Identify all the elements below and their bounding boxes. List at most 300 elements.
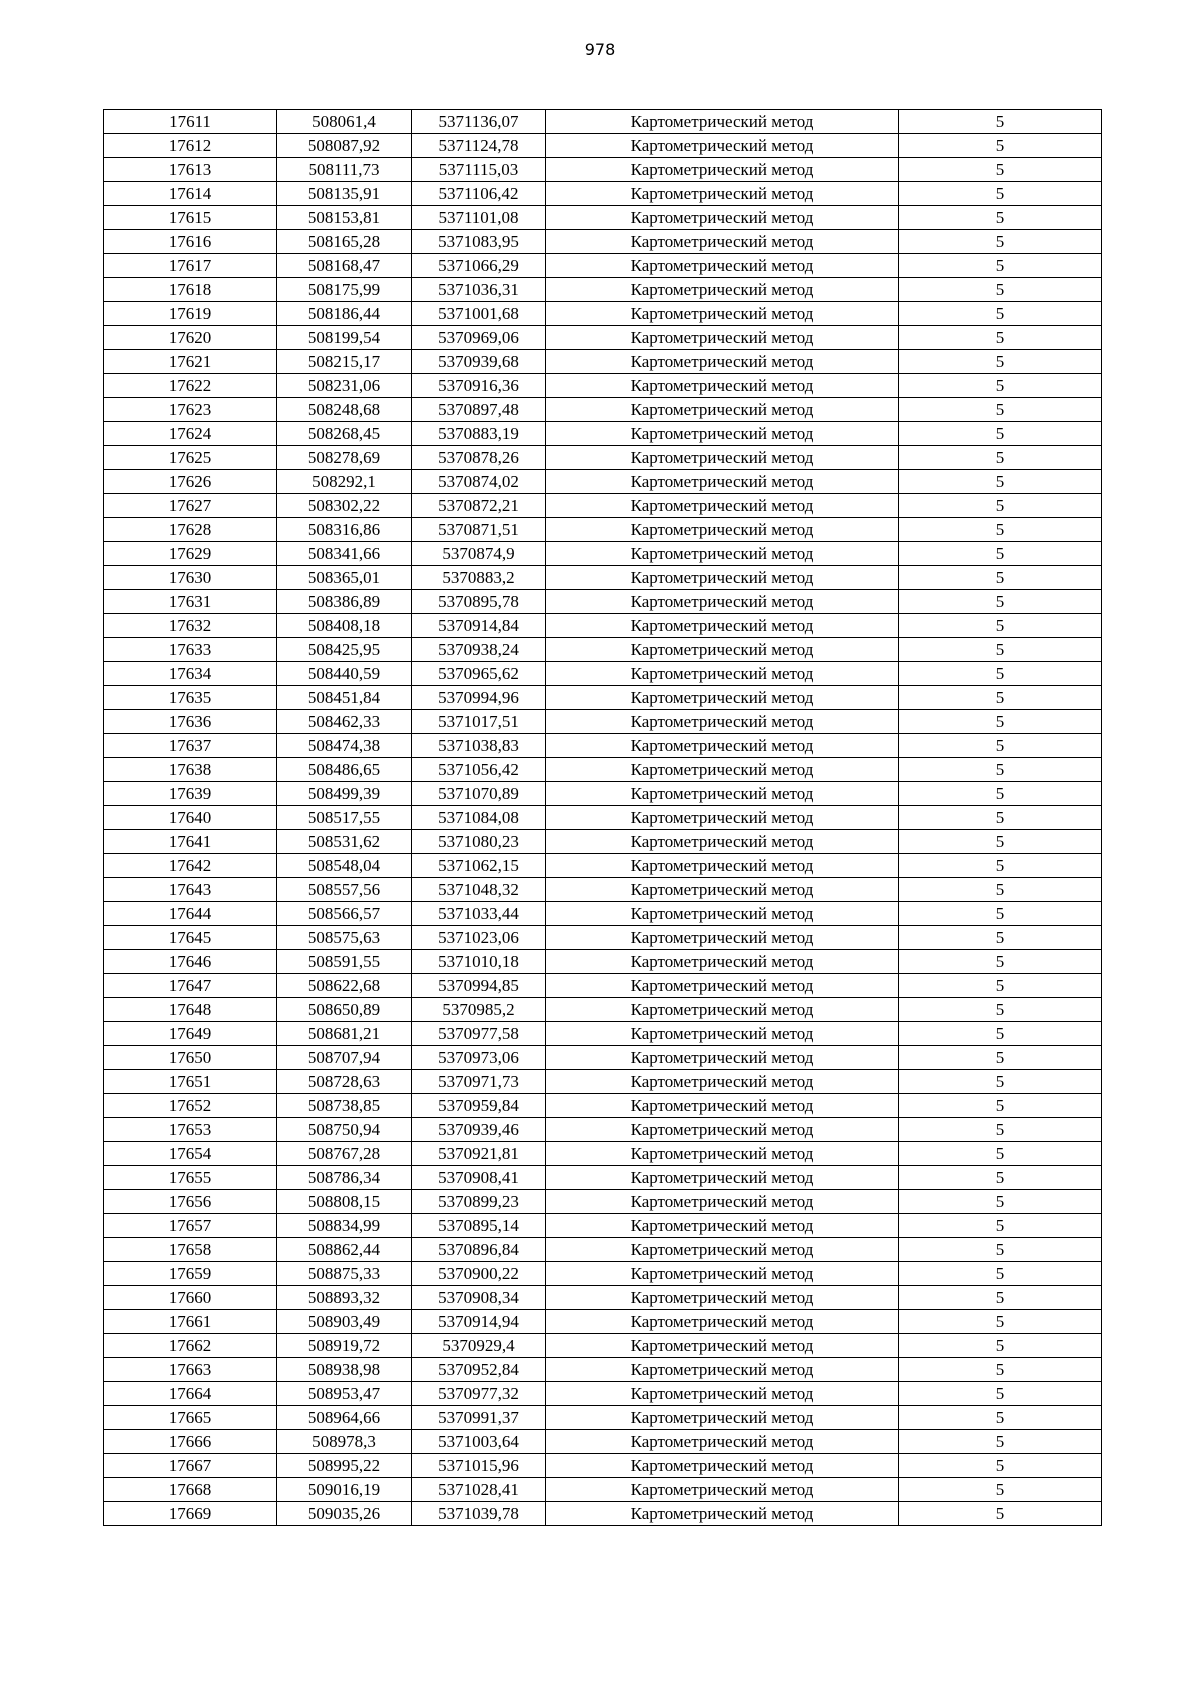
x-coordinate-cell: 508681,21 (277, 1022, 412, 1046)
accuracy-cell: 5 (899, 590, 1102, 614)
table-row (104, 1166, 1102, 1190)
y-coordinate-cell: 5370883,19 (412, 422, 546, 446)
table-row (104, 374, 1102, 398)
method-cell: Картометрический метод (546, 1190, 899, 1214)
point-number-cell: 17654 (104, 1142, 277, 1166)
accuracy-cell: 5 (899, 374, 1102, 398)
method-cell: Картометрический метод (546, 350, 899, 374)
method-cell: Картометрический метод (546, 302, 899, 326)
y-coordinate-cell: 5370914,94 (412, 1310, 546, 1334)
point-number-cell: 17645 (104, 926, 277, 950)
accuracy-cell: 5 (899, 1022, 1102, 1046)
method-cell: Картометрический метод (546, 446, 899, 470)
y-coordinate-cell: 5371115,03 (412, 158, 546, 182)
x-coordinate-cell: 508964,66 (277, 1406, 412, 1430)
accuracy-cell: 5 (899, 422, 1102, 446)
table-row (104, 662, 1102, 686)
method-cell: Картометрический метод (546, 1430, 899, 1454)
accuracy-cell: 5 (899, 638, 1102, 662)
accuracy-cell: 5 (899, 1214, 1102, 1238)
method-cell: Картометрический метод (546, 1382, 899, 1406)
x-coordinate-cell: 508175,99 (277, 278, 412, 302)
table-row (104, 638, 1102, 662)
method-cell: Картометрический метод (546, 830, 899, 854)
table-row (104, 950, 1102, 974)
method-cell: Картометрический метод (546, 878, 899, 902)
method-cell: Картометрический метод (546, 1070, 899, 1094)
table-row (104, 422, 1102, 446)
accuracy-cell: 5 (899, 1238, 1102, 1262)
y-coordinate-cell: 5371062,15 (412, 854, 546, 878)
method-cell: Картометрический метод (546, 686, 899, 710)
table-row (104, 1094, 1102, 1118)
method-cell: Картометрический метод (546, 710, 899, 734)
method-cell: Картометрический метод (546, 1406, 899, 1430)
y-coordinate-cell: 5370991,37 (412, 1406, 546, 1430)
y-coordinate-cell: 5371038,83 (412, 734, 546, 758)
table-row (104, 350, 1102, 374)
method-cell: Картометрический метод (546, 374, 899, 398)
table-row (104, 926, 1102, 950)
y-coordinate-cell: 5370977,32 (412, 1382, 546, 1406)
point-number-cell: 17664 (104, 1382, 277, 1406)
table-row (104, 1286, 1102, 1310)
accuracy-cell: 5 (899, 1310, 1102, 1334)
accuracy-cell: 5 (899, 614, 1102, 638)
x-coordinate-cell: 508153,81 (277, 206, 412, 230)
y-coordinate-cell: 5371066,29 (412, 254, 546, 278)
method-cell: Картометрический метод (546, 614, 899, 638)
x-coordinate-cell: 508938,98 (277, 1358, 412, 1382)
x-coordinate-cell: 508919,72 (277, 1334, 412, 1358)
point-number-cell: 17633 (104, 638, 277, 662)
y-coordinate-cell: 5370895,14 (412, 1214, 546, 1238)
point-number-cell: 17632 (104, 614, 277, 638)
coordinates-table (103, 109, 1102, 1526)
point-number-cell: 17660 (104, 1286, 277, 1310)
y-coordinate-cell: 5371036,31 (412, 278, 546, 302)
point-number-cell: 17652 (104, 1094, 277, 1118)
method-cell: Картометрический метод (546, 566, 899, 590)
accuracy-cell: 5 (899, 662, 1102, 686)
point-number-cell: 17662 (104, 1334, 277, 1358)
point-number-cell: 17651 (104, 1070, 277, 1094)
point-number-cell: 17641 (104, 830, 277, 854)
x-coordinate-cell: 508302,22 (277, 494, 412, 518)
x-coordinate-cell: 508750,94 (277, 1118, 412, 1142)
table-row (104, 998, 1102, 1022)
table-row (104, 1262, 1102, 1286)
point-number-cell: 17640 (104, 806, 277, 830)
x-coordinate-cell: 508903,49 (277, 1310, 412, 1334)
table-row (104, 854, 1102, 878)
x-coordinate-cell: 508135,91 (277, 182, 412, 206)
y-coordinate-cell: 5371083,95 (412, 230, 546, 254)
method-cell: Картометрический метод (546, 1118, 899, 1142)
accuracy-cell: 5 (899, 206, 1102, 230)
point-number-cell: 17669 (104, 1502, 277, 1526)
y-coordinate-cell: 5370916,36 (412, 374, 546, 398)
table-row (104, 1214, 1102, 1238)
table-row (104, 1454, 1102, 1478)
table-row (104, 230, 1102, 254)
y-coordinate-cell: 5370883,2 (412, 566, 546, 590)
method-cell: Картометрический метод (546, 1334, 899, 1358)
point-number-cell: 17666 (104, 1430, 277, 1454)
table-row (104, 1190, 1102, 1214)
method-cell: Картометрический метод (546, 470, 899, 494)
point-number-cell: 17658 (104, 1238, 277, 1262)
y-coordinate-cell: 5371001,68 (412, 302, 546, 326)
point-number-cell: 17625 (104, 446, 277, 470)
y-coordinate-cell: 5370959,84 (412, 1094, 546, 1118)
method-cell: Картометрический метод (546, 494, 899, 518)
x-coordinate-cell: 508575,63 (277, 926, 412, 950)
point-number-cell: 17656 (104, 1190, 277, 1214)
x-coordinate-cell: 508215,17 (277, 350, 412, 374)
table-row (104, 158, 1102, 182)
table-row (104, 398, 1102, 422)
x-coordinate-cell: 508767,28 (277, 1142, 412, 1166)
x-coordinate-cell: 508268,45 (277, 422, 412, 446)
x-coordinate-cell: 508531,62 (277, 830, 412, 854)
accuracy-cell: 5 (899, 518, 1102, 542)
table-row (104, 566, 1102, 590)
accuracy-cell: 5 (899, 1430, 1102, 1454)
point-number-cell: 17642 (104, 854, 277, 878)
table-row (104, 974, 1102, 998)
y-coordinate-cell: 5370994,96 (412, 686, 546, 710)
method-cell: Картометрический метод (546, 110, 899, 134)
accuracy-cell: 5 (899, 1262, 1102, 1286)
point-number-cell: 17657 (104, 1214, 277, 1238)
y-coordinate-cell: 5370971,73 (412, 1070, 546, 1094)
method-cell: Картометрический метод (546, 734, 899, 758)
x-coordinate-cell: 508786,34 (277, 1166, 412, 1190)
y-coordinate-cell: 5370908,41 (412, 1166, 546, 1190)
x-coordinate-cell: 508808,15 (277, 1190, 412, 1214)
table-row (104, 206, 1102, 230)
y-coordinate-cell: 5371070,89 (412, 782, 546, 806)
accuracy-cell: 5 (899, 1454, 1102, 1478)
point-number-cell: 17667 (104, 1454, 277, 1478)
table-row (104, 134, 1102, 158)
method-cell: Картометрический метод (546, 518, 899, 542)
table-row (104, 1310, 1102, 1334)
y-coordinate-cell: 5371015,96 (412, 1454, 546, 1478)
method-cell: Картометрический метод (546, 638, 899, 662)
accuracy-cell: 5 (899, 686, 1102, 710)
point-number-cell: 17627 (104, 494, 277, 518)
table-row (104, 782, 1102, 806)
x-coordinate-cell: 508728,63 (277, 1070, 412, 1094)
method-cell: Картометрический метод (546, 1046, 899, 1070)
method-cell: Картометрический метод (546, 134, 899, 158)
method-cell: Картометрический метод (546, 974, 899, 998)
x-coordinate-cell: 508292,1 (277, 470, 412, 494)
y-coordinate-cell: 5370900,22 (412, 1262, 546, 1286)
point-number-cell: 17612 (104, 134, 277, 158)
table-row (104, 326, 1102, 350)
point-number-cell: 17636 (104, 710, 277, 734)
point-number-cell: 17614 (104, 182, 277, 206)
accuracy-cell: 5 (899, 1190, 1102, 1214)
method-cell: Картометрический метод (546, 206, 899, 230)
table-row (104, 830, 1102, 854)
accuracy-cell: 5 (899, 878, 1102, 902)
method-cell: Картометрический метод (546, 806, 899, 830)
method-cell: Картометрический метод (546, 758, 899, 782)
accuracy-cell: 5 (899, 398, 1102, 422)
x-coordinate-cell: 508875,33 (277, 1262, 412, 1286)
point-number-cell: 17668 (104, 1478, 277, 1502)
method-cell: Картометрический метод (546, 158, 899, 182)
y-coordinate-cell: 5371023,06 (412, 926, 546, 950)
method-cell: Картометрический метод (546, 1142, 899, 1166)
accuracy-cell: 5 (899, 542, 1102, 566)
accuracy-cell: 5 (899, 1382, 1102, 1406)
accuracy-cell: 5 (899, 1358, 1102, 1382)
point-number-cell: 17655 (104, 1166, 277, 1190)
y-coordinate-cell: 5371056,42 (412, 758, 546, 782)
y-coordinate-cell: 5371010,18 (412, 950, 546, 974)
accuracy-cell: 5 (899, 758, 1102, 782)
y-coordinate-cell: 5370895,78 (412, 590, 546, 614)
y-coordinate-cell: 5370977,58 (412, 1022, 546, 1046)
x-coordinate-cell: 508953,47 (277, 1382, 412, 1406)
accuracy-cell: 5 (899, 158, 1102, 182)
point-number-cell: 17623 (104, 398, 277, 422)
x-coordinate-cell: 508199,54 (277, 326, 412, 350)
x-coordinate-cell: 508365,01 (277, 566, 412, 590)
table-row (104, 1070, 1102, 1094)
point-number-cell: 17615 (104, 206, 277, 230)
table-row (104, 1334, 1102, 1358)
accuracy-cell: 5 (899, 350, 1102, 374)
coordinates-table-body (104, 110, 1102, 1526)
method-cell: Картометрический метод (546, 1214, 899, 1238)
accuracy-cell: 5 (899, 1070, 1102, 1094)
method-cell: Картометрический метод (546, 1358, 899, 1382)
table-row (104, 278, 1102, 302)
x-coordinate-cell: 508386,89 (277, 590, 412, 614)
x-coordinate-cell: 508087,92 (277, 134, 412, 158)
point-number-cell: 17637 (104, 734, 277, 758)
table-row (104, 1478, 1102, 1502)
table-row (104, 1406, 1102, 1430)
x-coordinate-cell: 508408,18 (277, 614, 412, 638)
method-cell: Картометрический метод (546, 1262, 899, 1286)
table-row (104, 686, 1102, 710)
point-number-cell: 17613 (104, 158, 277, 182)
accuracy-cell: 5 (899, 830, 1102, 854)
x-coordinate-cell: 508425,95 (277, 638, 412, 662)
table-row (104, 1502, 1102, 1526)
point-number-cell: 17624 (104, 422, 277, 446)
method-cell: Картометрический метод (546, 1502, 899, 1526)
y-coordinate-cell: 5370939,68 (412, 350, 546, 374)
y-coordinate-cell: 5370874,9 (412, 542, 546, 566)
method-cell: Картометрический метод (546, 1022, 899, 1046)
table-row (104, 518, 1102, 542)
method-cell: Картометрический метод (546, 926, 899, 950)
point-number-cell: 17635 (104, 686, 277, 710)
y-coordinate-cell: 5370896,84 (412, 1238, 546, 1262)
table-row (104, 1142, 1102, 1166)
table-row (104, 1022, 1102, 1046)
y-coordinate-cell: 5370871,51 (412, 518, 546, 542)
table-row (104, 254, 1102, 278)
point-number-cell: 17665 (104, 1406, 277, 1430)
accuracy-cell: 5 (899, 182, 1102, 206)
y-coordinate-cell: 5371017,51 (412, 710, 546, 734)
x-coordinate-cell: 508278,69 (277, 446, 412, 470)
y-coordinate-cell: 5370938,24 (412, 638, 546, 662)
accuracy-cell: 5 (899, 734, 1102, 758)
y-coordinate-cell: 5371136,07 (412, 110, 546, 134)
accuracy-cell: 5 (899, 134, 1102, 158)
table-row (104, 734, 1102, 758)
x-coordinate-cell: 508834,99 (277, 1214, 412, 1238)
point-number-cell: 17629 (104, 542, 277, 566)
accuracy-cell: 5 (899, 806, 1102, 830)
method-cell: Картометрический метод (546, 1286, 899, 1310)
y-coordinate-cell: 5370914,84 (412, 614, 546, 638)
x-coordinate-cell: 508231,06 (277, 374, 412, 398)
accuracy-cell: 5 (899, 998, 1102, 1022)
x-coordinate-cell: 509016,19 (277, 1478, 412, 1502)
table-row (104, 470, 1102, 494)
method-cell: Картометрический метод (546, 902, 899, 926)
accuracy-cell: 5 (899, 494, 1102, 518)
method-cell: Картометрический метод (546, 1310, 899, 1334)
point-number-cell: 17618 (104, 278, 277, 302)
table-row (104, 1382, 1102, 1406)
accuracy-cell: 5 (899, 974, 1102, 998)
x-coordinate-cell: 508650,89 (277, 998, 412, 1022)
method-cell: Картометрический метод (546, 590, 899, 614)
y-coordinate-cell: 5370908,34 (412, 1286, 546, 1310)
table-row (104, 902, 1102, 926)
table-row (104, 494, 1102, 518)
table-row (104, 182, 1102, 206)
x-coordinate-cell: 508517,55 (277, 806, 412, 830)
accuracy-cell: 5 (899, 926, 1102, 950)
x-coordinate-cell: 508474,38 (277, 734, 412, 758)
method-cell: Картометрический метод (546, 398, 899, 422)
point-number-cell: 17611 (104, 110, 277, 134)
x-coordinate-cell: 508486,65 (277, 758, 412, 782)
point-number-cell: 17638 (104, 758, 277, 782)
table-row (104, 1358, 1102, 1382)
method-cell: Картометрический метод (546, 854, 899, 878)
x-coordinate-cell: 508995,22 (277, 1454, 412, 1478)
x-coordinate-cell: 508548,04 (277, 854, 412, 878)
table-row (104, 1118, 1102, 1142)
x-coordinate-cell: 508557,56 (277, 878, 412, 902)
x-coordinate-cell: 508591,55 (277, 950, 412, 974)
point-number-cell: 17663 (104, 1358, 277, 1382)
x-coordinate-cell: 509035,26 (277, 1502, 412, 1526)
point-number-cell: 17643 (104, 878, 277, 902)
y-coordinate-cell: 5371033,44 (412, 902, 546, 926)
accuracy-cell: 5 (899, 470, 1102, 494)
accuracy-cell: 5 (899, 1286, 1102, 1310)
x-coordinate-cell: 508451,84 (277, 686, 412, 710)
point-number-cell: 17648 (104, 998, 277, 1022)
table-row (104, 758, 1102, 782)
x-coordinate-cell: 508707,94 (277, 1046, 412, 1070)
point-number-cell: 17646 (104, 950, 277, 974)
y-coordinate-cell: 5370939,46 (412, 1118, 546, 1142)
y-coordinate-cell: 5371003,64 (412, 1430, 546, 1454)
accuracy-cell: 5 (899, 110, 1102, 134)
y-coordinate-cell: 5370921,81 (412, 1142, 546, 1166)
x-coordinate-cell: 508738,85 (277, 1094, 412, 1118)
point-number-cell: 17661 (104, 1310, 277, 1334)
y-coordinate-cell: 5371039,78 (412, 1502, 546, 1526)
point-number-cell: 17630 (104, 566, 277, 590)
accuracy-cell: 5 (899, 1094, 1102, 1118)
y-coordinate-cell: 5370878,26 (412, 446, 546, 470)
method-cell: Картометрический метод (546, 1454, 899, 1478)
y-coordinate-cell: 5370952,84 (412, 1358, 546, 1382)
accuracy-cell: 5 (899, 1046, 1102, 1070)
y-coordinate-cell: 5370985,2 (412, 998, 546, 1022)
point-number-cell: 17653 (104, 1118, 277, 1142)
accuracy-cell: 5 (899, 326, 1102, 350)
accuracy-cell: 5 (899, 302, 1102, 326)
x-coordinate-cell: 508978,3 (277, 1430, 412, 1454)
point-number-cell: 17621 (104, 350, 277, 374)
x-coordinate-cell: 508165,28 (277, 230, 412, 254)
x-coordinate-cell: 508248,68 (277, 398, 412, 422)
y-coordinate-cell: 5370969,06 (412, 326, 546, 350)
method-cell: Картометрический метод (546, 1166, 899, 1190)
accuracy-cell: 5 (899, 1142, 1102, 1166)
point-number-cell: 17622 (104, 374, 277, 398)
table-row (104, 302, 1102, 326)
y-coordinate-cell: 5370973,06 (412, 1046, 546, 1070)
x-coordinate-cell: 508862,44 (277, 1238, 412, 1262)
accuracy-cell: 5 (899, 1334, 1102, 1358)
table-row (104, 806, 1102, 830)
point-number-cell: 17659 (104, 1262, 277, 1286)
point-number-cell: 17617 (104, 254, 277, 278)
x-coordinate-cell: 508168,47 (277, 254, 412, 278)
y-coordinate-cell: 5371048,32 (412, 878, 546, 902)
table-row (104, 110, 1102, 134)
table-row (104, 1046, 1102, 1070)
accuracy-cell: 5 (899, 782, 1102, 806)
table-row (104, 710, 1102, 734)
method-cell: Картометрический метод (546, 662, 899, 686)
x-coordinate-cell: 508622,68 (277, 974, 412, 998)
point-number-cell: 17616 (104, 230, 277, 254)
point-number-cell: 17628 (104, 518, 277, 542)
y-coordinate-cell: 5370897,48 (412, 398, 546, 422)
method-cell: Картометрический метод (546, 1238, 899, 1262)
accuracy-cell: 5 (899, 230, 1102, 254)
table-row (104, 590, 1102, 614)
method-cell: Картометрический метод (546, 230, 899, 254)
method-cell: Картометрический метод (546, 326, 899, 350)
point-number-cell: 17631 (104, 590, 277, 614)
x-coordinate-cell: 508061,4 (277, 110, 412, 134)
y-coordinate-cell: 5371080,23 (412, 830, 546, 854)
accuracy-cell: 5 (899, 902, 1102, 926)
accuracy-cell: 5 (899, 446, 1102, 470)
